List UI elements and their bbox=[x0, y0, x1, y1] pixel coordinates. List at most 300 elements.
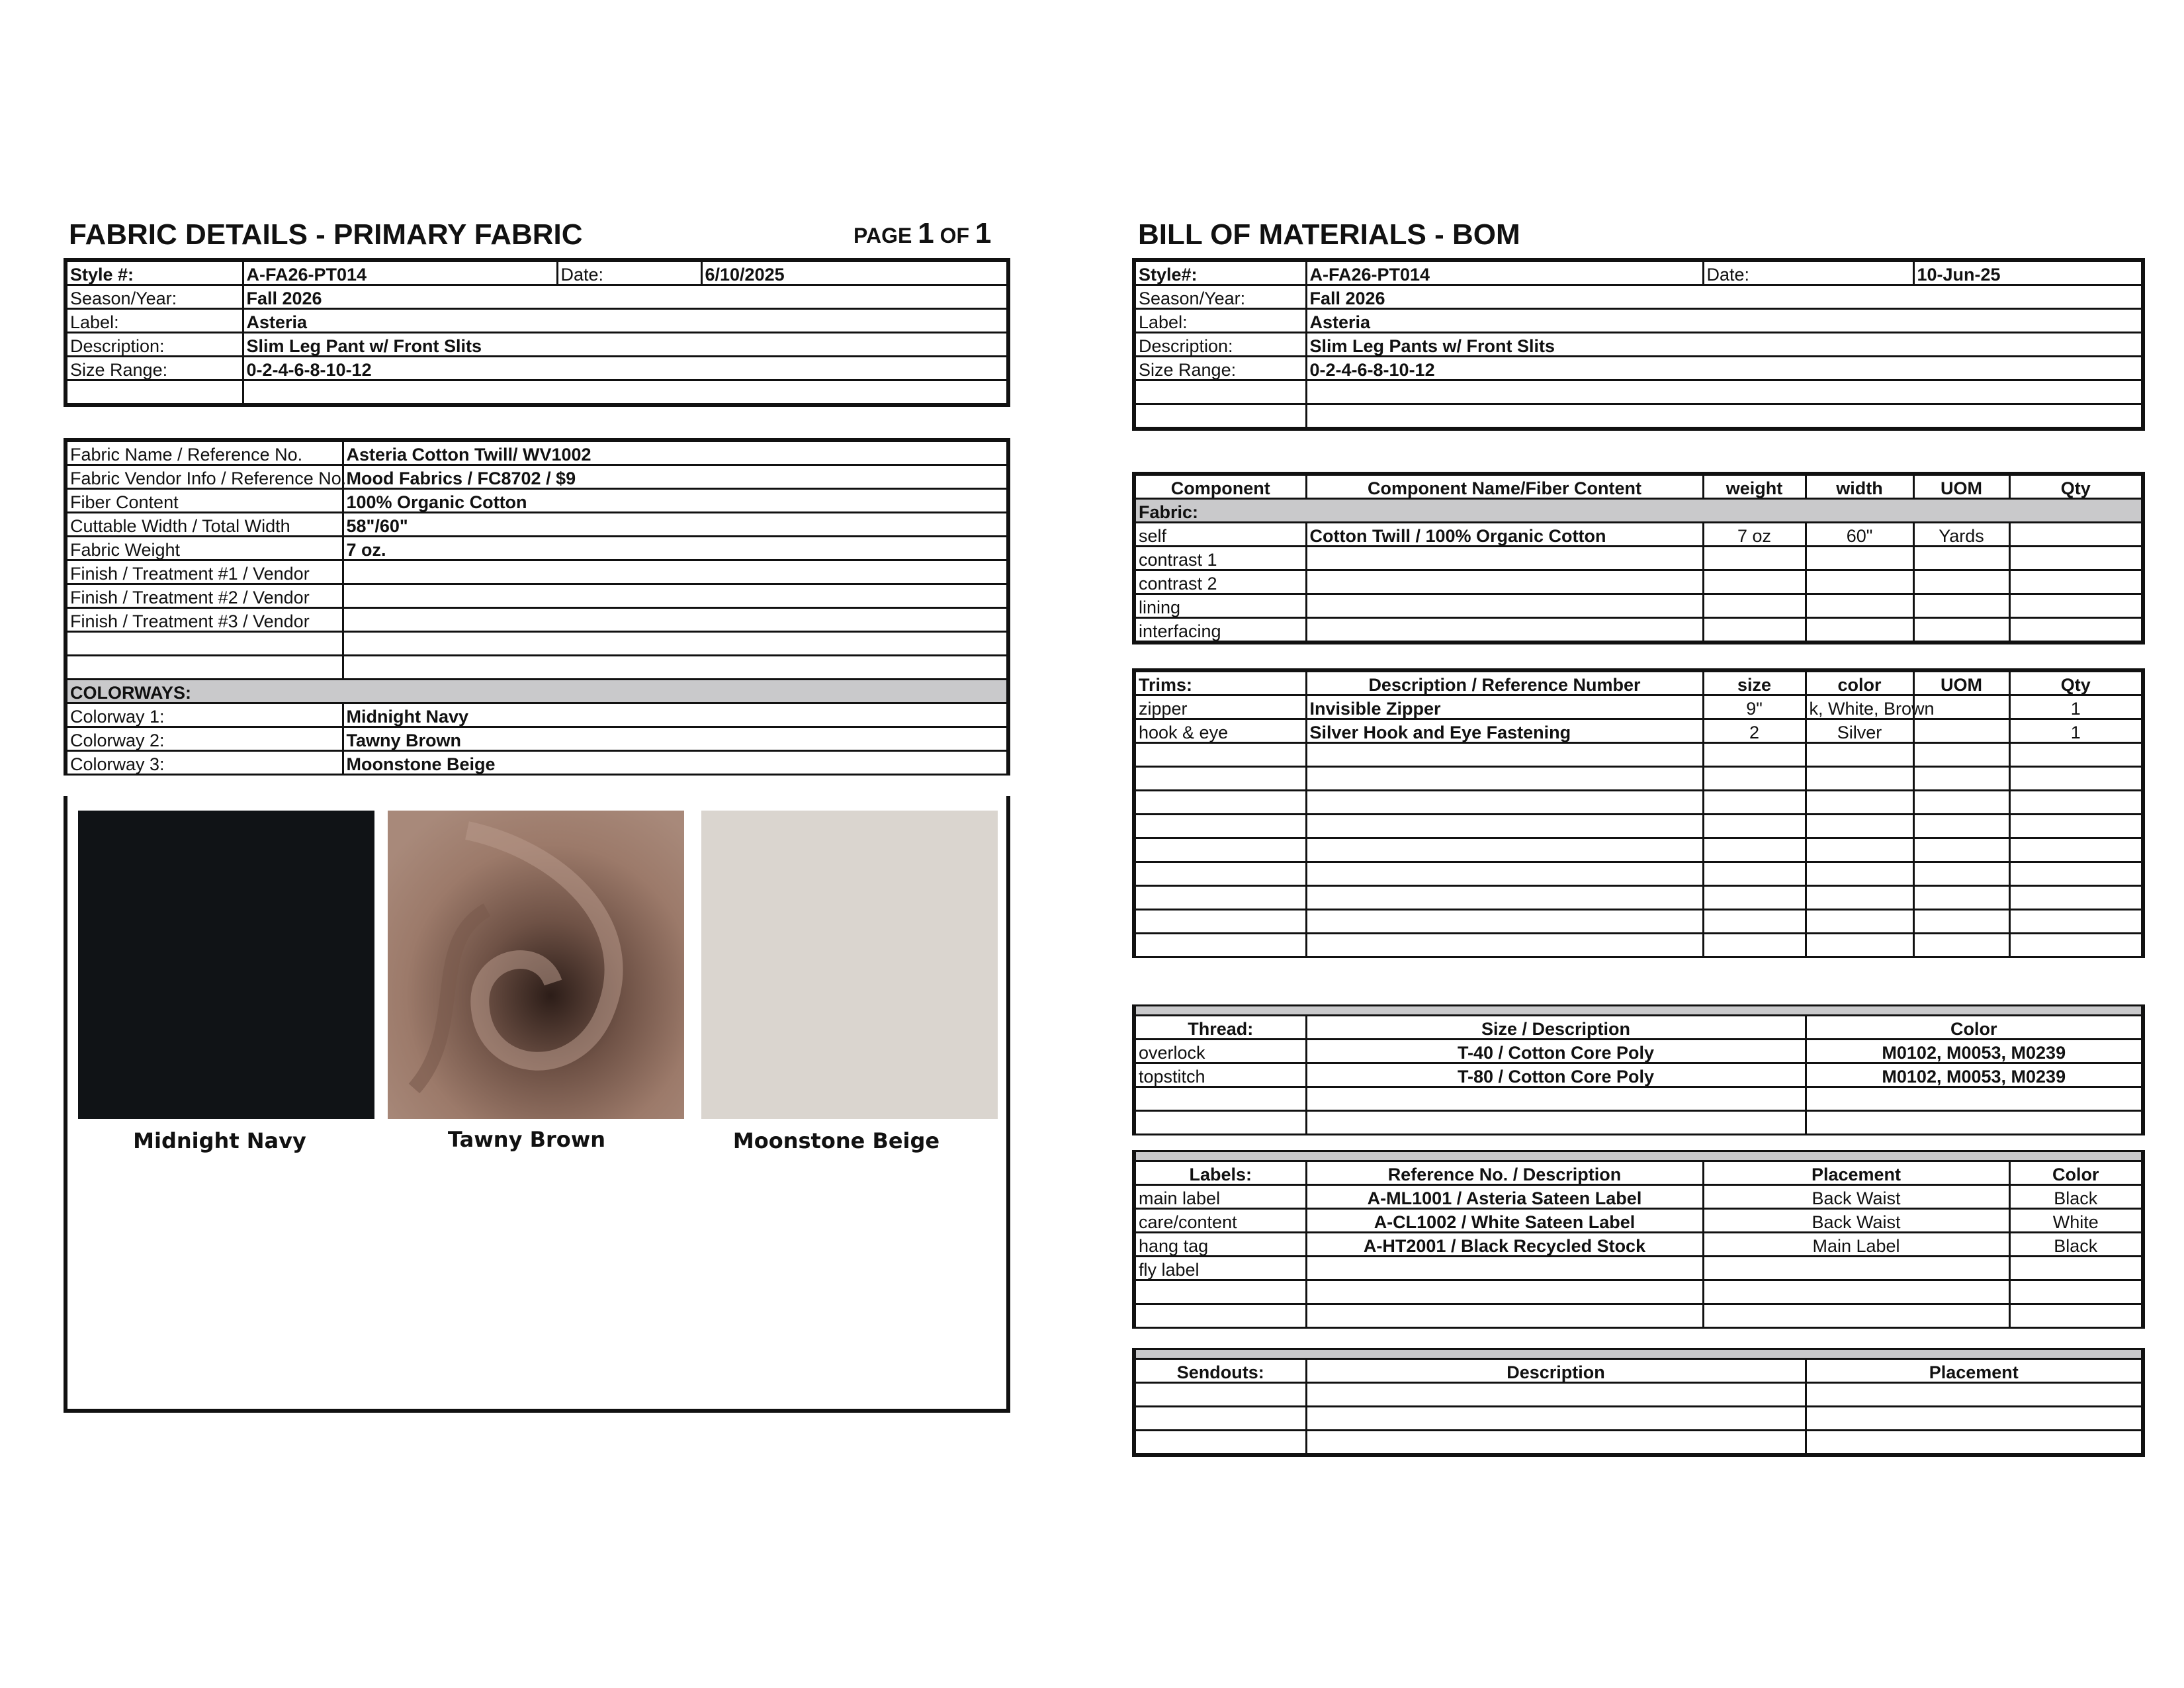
fabric-component-row bbox=[1134, 547, 2143, 570]
table-cell bbox=[1134, 1407, 1306, 1431]
trim-row bbox=[1134, 743, 2143, 767]
header-label: Season/Year: bbox=[66, 285, 243, 309]
table-cell bbox=[1703, 743, 1806, 767]
row-label: Fabric Weight bbox=[66, 537, 343, 560]
row-value bbox=[1306, 380, 2143, 404]
column-header: Size / Description bbox=[1306, 1016, 1806, 1040]
header-row bbox=[66, 309, 1008, 333]
detail-row bbox=[66, 440, 1008, 465]
style-value: A-FA26-PT014 bbox=[243, 260, 557, 285]
table-cell bbox=[1306, 1280, 1703, 1304]
bom-style-row bbox=[1134, 260, 2143, 285]
swatch-caption: Midnight Navy bbox=[133, 1128, 306, 1153]
trim-row bbox=[1134, 910, 2143, 934]
table-cell bbox=[1306, 1383, 1806, 1407]
label-row bbox=[1134, 1280, 2143, 1304]
table-cell: Silver bbox=[1806, 719, 1913, 743]
table-cell bbox=[1913, 838, 2009, 862]
table-cell bbox=[1306, 1431, 1806, 1456]
column-header: Component Name/Fiber Content bbox=[1306, 474, 1703, 499]
table-cell: Invisible Zipper bbox=[1306, 695, 1703, 719]
trims-table-header bbox=[1134, 670, 2143, 695]
column-header: size bbox=[1703, 670, 1806, 695]
table-cell bbox=[1134, 1087, 1306, 1111]
table-cell bbox=[1306, 1087, 1806, 1111]
fabric-details-table bbox=[64, 438, 1010, 776]
table-cell bbox=[1134, 1304, 1306, 1328]
table-cell bbox=[1134, 1383, 1306, 1407]
table-cell: Silver Hook and Eye Fastening bbox=[1306, 719, 1703, 743]
bom-thread-table bbox=[1132, 1004, 2145, 1135]
table-cell bbox=[1913, 886, 2009, 910]
detail-row bbox=[66, 489, 1008, 513]
colorway-row bbox=[66, 727, 1008, 751]
row-label: Fabric Vendor Info / Reference No. bbox=[66, 465, 343, 489]
column-header: Description / Reference Number bbox=[1306, 670, 1703, 695]
table-cell bbox=[1306, 1304, 1703, 1328]
row-label bbox=[66, 656, 343, 680]
fabric-header-table bbox=[64, 258, 1010, 407]
table-cell bbox=[1806, 1383, 2143, 1407]
table-cell bbox=[1134, 767, 1306, 791]
colorway-value: Midnight Navy bbox=[343, 703, 1008, 727]
table-cell bbox=[2009, 791, 2143, 815]
thread-row bbox=[1134, 1040, 2143, 1063]
row-label bbox=[1134, 404, 1306, 429]
table-cell: care/content bbox=[1134, 1209, 1306, 1233]
row-value: 100% Organic Cotton bbox=[343, 489, 1008, 513]
page-indicator bbox=[853, 217, 991, 250]
table-cell: A-ML1001 / Asteria Sateen Label bbox=[1306, 1185, 1703, 1209]
table-cell bbox=[1913, 547, 2009, 570]
table-cell bbox=[2009, 618, 2143, 643]
bom-date-value: 10-Jun-25 bbox=[1913, 260, 2143, 285]
table-cell: M0102, M0053, M0239 bbox=[1806, 1040, 2143, 1063]
swatch-midnight-navy bbox=[78, 811, 374, 1119]
bom-header-table bbox=[1132, 258, 2145, 431]
fabric-table-header bbox=[1134, 474, 2143, 499]
table-cell bbox=[1703, 1304, 2009, 1328]
row-label: Fabric Name / Reference No. bbox=[66, 440, 343, 465]
table-cell bbox=[1306, 862, 1703, 886]
date-value: 6/10/2025 bbox=[701, 260, 1008, 285]
table-cell: Black bbox=[2009, 1233, 2143, 1257]
table-cell bbox=[1703, 594, 1806, 618]
column-header: Sendouts: bbox=[1134, 1359, 1306, 1383]
row-label: Season/Year: bbox=[1134, 285, 1306, 309]
table-cell: T-40 / Cotton Core Poly bbox=[1306, 1040, 1806, 1063]
table-cell: overlock bbox=[1134, 1040, 1306, 1063]
fabric-title: FABRIC DETAILS - PRIMARY FABRIC bbox=[69, 218, 583, 251]
detail-row bbox=[66, 513, 1008, 537]
row-label: Cuttable Width / Total Width bbox=[66, 513, 343, 537]
table-cell: Back Waist bbox=[1703, 1185, 2009, 1209]
table-cell bbox=[1913, 594, 2009, 618]
table-cell bbox=[1134, 1431, 1306, 1456]
table-cell: zipper bbox=[1134, 695, 1306, 719]
bom-header-row bbox=[1134, 404, 2143, 429]
colorway-label: Colorway 1: bbox=[66, 703, 343, 727]
column-header: width bbox=[1806, 474, 1913, 499]
table-cell: M0102, M0053, M0239 bbox=[1806, 1063, 2143, 1087]
table-cell bbox=[1806, 815, 1913, 838]
bom-fabric-table bbox=[1132, 472, 2145, 644]
table-cell bbox=[1306, 1407, 1806, 1431]
column-header: Description bbox=[1306, 1359, 1806, 1383]
column-header: color bbox=[1806, 670, 1913, 695]
table-cell: Black bbox=[2009, 1185, 2143, 1209]
table-cell bbox=[1703, 1257, 2009, 1280]
table-cell: 9" bbox=[1703, 695, 1806, 719]
trim-row bbox=[1134, 838, 2143, 862]
table-cell bbox=[1306, 934, 1703, 957]
table-cell bbox=[1306, 791, 1703, 815]
table-cell bbox=[1306, 1257, 1703, 1280]
label-row bbox=[1134, 1233, 2143, 1257]
table-cell bbox=[1913, 791, 2009, 815]
table-cell bbox=[1913, 862, 2009, 886]
header-value: Fall 2026 bbox=[243, 285, 1008, 309]
detail-row bbox=[66, 632, 1008, 656]
table-cell bbox=[1306, 767, 1703, 791]
label-row bbox=[1134, 1257, 2143, 1280]
fabric-component-row bbox=[1134, 594, 2143, 618]
table-cell: k, White, Brown bbox=[1806, 695, 1913, 719]
table-cell bbox=[1703, 547, 1806, 570]
table-cell: A-HT2001 / Black Recycled Stock bbox=[1306, 1233, 1703, 1257]
detail-row bbox=[66, 465, 1008, 489]
table-cell bbox=[1306, 570, 1703, 594]
swatch-caption: Moonstone Beige bbox=[732, 1128, 940, 1153]
table-cell: 1 bbox=[2009, 719, 2143, 743]
thread-table-header bbox=[1134, 1016, 2143, 1040]
table-cell bbox=[1703, 934, 1806, 957]
bom-date-label: Date: bbox=[1703, 260, 1913, 285]
colorway-label: Colorway 3: bbox=[66, 751, 343, 775]
table-cell bbox=[1703, 815, 1806, 838]
table-cell: Back Waist bbox=[1703, 1209, 2009, 1233]
table-cell bbox=[1913, 910, 2009, 934]
header-value: Slim Leg Pant w/ Front Slits bbox=[243, 333, 1008, 357]
table-cell bbox=[1913, 618, 2009, 643]
table-cell bbox=[2009, 594, 2143, 618]
column-header: UOM bbox=[1913, 474, 2009, 499]
trim-row bbox=[1134, 767, 2143, 791]
table-cell bbox=[1806, 1431, 2143, 1456]
row-value bbox=[343, 560, 1008, 584]
colorway-label: Colorway 2: bbox=[66, 727, 343, 751]
table-cell: hook & eye bbox=[1134, 719, 1306, 743]
table-cell: interfacing bbox=[1134, 618, 1306, 643]
trim-row bbox=[1134, 886, 2143, 910]
swatch-caption: Tawny Brown bbox=[447, 1127, 606, 1152]
sendout-row bbox=[1134, 1407, 2143, 1431]
table-cell bbox=[2009, 886, 2143, 910]
header-label bbox=[66, 380, 243, 406]
header-label: Size Range: bbox=[66, 357, 243, 380]
table-cell bbox=[1306, 910, 1703, 934]
trim-row bbox=[1134, 791, 2143, 815]
table-cell: 60" bbox=[1806, 523, 1913, 547]
row-value: 7 oz. bbox=[343, 537, 1008, 560]
table-cell bbox=[1703, 838, 1806, 862]
table-cell bbox=[1806, 547, 1913, 570]
row-label: Size Range: bbox=[1134, 357, 1306, 380]
table-cell bbox=[1806, 838, 1913, 862]
table-cell bbox=[1806, 1407, 2143, 1431]
column-header: weight bbox=[1703, 474, 1806, 499]
table-cell bbox=[1806, 910, 1913, 934]
table-cell bbox=[1806, 862, 1913, 886]
sendout-row bbox=[1134, 1383, 2143, 1407]
date-label: Date: bbox=[557, 260, 701, 285]
column-header: Component bbox=[1134, 474, 1306, 499]
row-value bbox=[343, 656, 1008, 680]
column-header: Labels: bbox=[1134, 1161, 1306, 1185]
table-cell: Main Label bbox=[1703, 1233, 2009, 1257]
bom-trims-table bbox=[1132, 668, 2145, 958]
bom-header-row bbox=[1134, 285, 2143, 309]
bom-header-row bbox=[1134, 333, 2143, 357]
section-gap bbox=[1134, 1349, 2143, 1359]
table-cell bbox=[1806, 570, 1913, 594]
table-cell: 2 bbox=[1703, 719, 1806, 743]
row-label: Finish / Treatment #2 / Vendor bbox=[66, 584, 343, 608]
row-value bbox=[343, 632, 1008, 656]
table-cell: contrast 2 bbox=[1134, 570, 1306, 594]
table-cell bbox=[1134, 838, 1306, 862]
trim-row bbox=[1134, 815, 2143, 838]
labels-table-header bbox=[1134, 1161, 2143, 1185]
colorway-row bbox=[66, 703, 1008, 727]
thread-row bbox=[1134, 1087, 2143, 1111]
fabric-component-row bbox=[1134, 570, 2143, 594]
column-header: Placement bbox=[1703, 1161, 2009, 1185]
detail-row bbox=[66, 608, 1008, 632]
column-header: Trims: bbox=[1134, 670, 1306, 695]
table-cell bbox=[1913, 570, 2009, 594]
table-cell bbox=[1306, 1111, 1806, 1135]
page-total: 1 bbox=[975, 217, 992, 249]
colorway-value: Moonstone Beige bbox=[343, 751, 1008, 775]
section-gap bbox=[1134, 1151, 2143, 1161]
table-cell: lining bbox=[1134, 594, 1306, 618]
table-cell: White bbox=[2009, 1209, 2143, 1233]
row-label: Finish / Treatment #1 / Vendor bbox=[66, 560, 343, 584]
fabric-section-label: Fabric: bbox=[1134, 499, 2143, 523]
row-value bbox=[1306, 404, 2143, 429]
header-label: Label: bbox=[66, 309, 243, 333]
table-cell bbox=[2009, 1257, 2143, 1280]
table-cell bbox=[1703, 767, 1806, 791]
table-cell bbox=[1806, 791, 1913, 815]
header-value: Asteria bbox=[243, 309, 1008, 333]
page-number: 1 bbox=[918, 217, 934, 249]
table-cell bbox=[1806, 767, 1913, 791]
table-cell bbox=[2009, 743, 2143, 767]
table-cell bbox=[2009, 934, 2143, 957]
row-label: Fiber Content bbox=[66, 489, 343, 513]
bom-header-row bbox=[1134, 357, 2143, 380]
row-label: Label: bbox=[1134, 309, 1306, 333]
row-value bbox=[343, 584, 1008, 608]
detail-row bbox=[66, 656, 1008, 680]
table-cell bbox=[1306, 594, 1703, 618]
table-cell bbox=[1913, 934, 2009, 957]
style-label: Style #: bbox=[66, 260, 243, 285]
style-row bbox=[66, 260, 1008, 285]
page-prefix: PAGE bbox=[853, 224, 912, 247]
table-cell bbox=[1134, 886, 1306, 910]
swatch-moonstone-beige bbox=[701, 811, 998, 1119]
header-row bbox=[66, 285, 1008, 309]
sendouts-table-header bbox=[1134, 1359, 2143, 1383]
table-cell bbox=[1913, 719, 2009, 743]
table-cell: 1 bbox=[2009, 695, 2143, 719]
sendout-row bbox=[1134, 1431, 2143, 1456]
table-cell bbox=[1806, 1111, 2143, 1135]
table-cell: A-CL1002 / White Sateen Label bbox=[1306, 1209, 1703, 1233]
row-value: Fall 2026 bbox=[1306, 285, 2143, 309]
table-cell: topstitch bbox=[1134, 1063, 1306, 1087]
table-cell bbox=[1134, 791, 1306, 815]
thread-row bbox=[1134, 1063, 2143, 1087]
fabric-section-row bbox=[1134, 499, 2143, 523]
table-cell: contrast 1 bbox=[1134, 547, 1306, 570]
table-cell bbox=[2009, 838, 2143, 862]
header-row bbox=[66, 357, 1008, 380]
table-cell bbox=[1806, 934, 1913, 957]
table-cell bbox=[1306, 886, 1703, 910]
table-cell bbox=[2009, 1280, 2143, 1304]
bom-header-row bbox=[1134, 309, 2143, 333]
table-cell bbox=[2009, 815, 2143, 838]
trim-row bbox=[1134, 862, 2143, 886]
table-cell bbox=[1306, 815, 1703, 838]
table-cell bbox=[1913, 815, 2009, 838]
detail-row bbox=[66, 584, 1008, 608]
fabric-component-row bbox=[1134, 523, 2143, 547]
bom-sendouts-table bbox=[1132, 1348, 2145, 1457]
table-cell bbox=[1703, 618, 1806, 643]
column-header: Qty bbox=[2009, 670, 2143, 695]
table-cell bbox=[2009, 570, 2143, 594]
colorway-row bbox=[66, 751, 1008, 775]
detail-row bbox=[66, 560, 1008, 584]
bom-labels-table bbox=[1132, 1150, 2145, 1329]
label-row bbox=[1134, 1304, 2143, 1328]
table-cell bbox=[1134, 862, 1306, 886]
bom-header-row bbox=[1134, 380, 2143, 404]
row-label: Description: bbox=[1134, 333, 1306, 357]
table-cell bbox=[1306, 618, 1703, 643]
table-cell bbox=[1703, 862, 1806, 886]
table-cell bbox=[1703, 1280, 2009, 1304]
table-cell bbox=[1134, 910, 1306, 934]
row-label: Finish / Treatment #3 / Vendor bbox=[66, 608, 343, 632]
table-cell bbox=[2009, 523, 2143, 547]
header-row bbox=[66, 333, 1008, 357]
label-row bbox=[1134, 1209, 2143, 1233]
column-header: Color bbox=[2009, 1161, 2143, 1185]
table-cell bbox=[2009, 862, 2143, 886]
table-cell bbox=[1306, 838, 1703, 862]
table-cell: self bbox=[1134, 523, 1306, 547]
table-cell bbox=[1306, 743, 1703, 767]
table-cell bbox=[1806, 594, 1913, 618]
column-header: Thread: bbox=[1134, 1016, 1306, 1040]
table-cell bbox=[1306, 547, 1703, 570]
table-cell bbox=[1134, 815, 1306, 838]
row-value: Asteria bbox=[1306, 309, 2143, 333]
row-value bbox=[343, 608, 1008, 632]
label-row bbox=[1134, 1185, 2143, 1209]
header-label: Description: bbox=[66, 333, 243, 357]
colorways-label: COLORWAYS: bbox=[66, 680, 1008, 703]
table-cell bbox=[1806, 1087, 2143, 1111]
table-cell bbox=[2009, 547, 2143, 570]
table-cell bbox=[1134, 934, 1306, 957]
section-gap bbox=[1134, 1006, 2143, 1016]
fabric-component-row bbox=[1134, 618, 2143, 643]
table-cell bbox=[1134, 1280, 1306, 1304]
table-cell bbox=[1806, 618, 1913, 643]
row-label bbox=[66, 632, 343, 656]
header-value bbox=[243, 380, 1008, 406]
column-header: Qty bbox=[2009, 474, 2143, 499]
table-cell: Yards bbox=[1913, 523, 2009, 547]
table-cell bbox=[2009, 1304, 2143, 1328]
detail-row bbox=[66, 537, 1008, 560]
bom-title: BILL OF MATERIALS - BOM bbox=[1138, 218, 1520, 251]
table-cell bbox=[1703, 791, 1806, 815]
bom-style-label: Style#: bbox=[1134, 260, 1306, 285]
trim-row bbox=[1134, 934, 2143, 957]
header-value: 0-2-4-6-8-10-12 bbox=[243, 357, 1008, 380]
table-cell bbox=[1134, 1111, 1306, 1135]
table-cell bbox=[1703, 886, 1806, 910]
table-cell bbox=[2009, 910, 2143, 934]
column-header: UOM bbox=[1913, 670, 2009, 695]
table-cell bbox=[1913, 743, 2009, 767]
row-value: 58"/60" bbox=[343, 513, 1008, 537]
bom-style-value: A-FA26-PT014 bbox=[1306, 260, 1703, 285]
column-header: Reference No. / Description bbox=[1306, 1161, 1703, 1185]
table-cell: fly label bbox=[1134, 1257, 1306, 1280]
swatch-tawny-brown bbox=[388, 811, 684, 1119]
table-cell: hang tag bbox=[1134, 1233, 1306, 1257]
column-header: Placement bbox=[1806, 1359, 2143, 1383]
header-row bbox=[66, 380, 1008, 406]
page-of: OF bbox=[939, 224, 970, 247]
table-cell: 7 oz bbox=[1703, 523, 1806, 547]
colorways-header bbox=[66, 680, 1008, 703]
thread-row bbox=[1134, 1111, 2143, 1135]
table-cell: main label bbox=[1134, 1185, 1306, 1209]
trim-row bbox=[1134, 695, 2143, 719]
row-label bbox=[1134, 380, 1306, 404]
row-value: Asteria Cotton Twill/ WV1002 bbox=[343, 440, 1008, 465]
table-cell bbox=[1806, 743, 1913, 767]
table-cell bbox=[1806, 886, 1913, 910]
colorway-value: Tawny Brown bbox=[343, 727, 1008, 751]
row-value: Slim Leg Pants w/ Front Slits bbox=[1306, 333, 2143, 357]
column-header: Color bbox=[1806, 1016, 2143, 1040]
table-cell bbox=[1703, 910, 1806, 934]
row-value: 0-2-4-6-8-10-12 bbox=[1306, 357, 2143, 380]
table-cell bbox=[1134, 743, 1306, 767]
table-cell bbox=[2009, 767, 2143, 791]
